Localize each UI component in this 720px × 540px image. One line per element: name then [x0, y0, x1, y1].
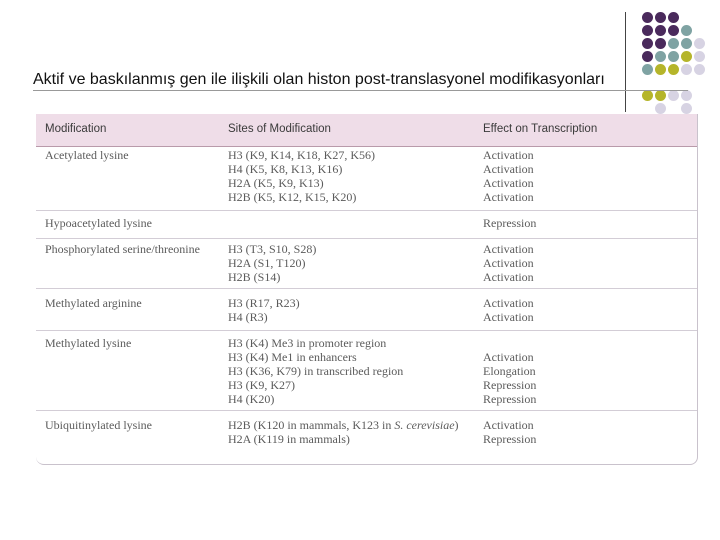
effect-cell: Activation Activation Activation Activation	[483, 148, 534, 204]
effect-cell: Activation Elongation Repression Repression	[483, 350, 537, 406]
modification-cell: Hypoacetylated lysine	[45, 216, 152, 230]
sites-cell: H3 (K9, K14, K18, K27, K56) H4 (K5, K8, K13, K16) H2A (K5, K9, K13) H2B (K5, K12, K15, K20)	[228, 148, 375, 204]
header-sites: Sites of Modification	[228, 123, 331, 135]
dot-teal	[681, 38, 692, 49]
modification-cell: Acetylated lysine	[45, 148, 129, 162]
modification-cell: Phosphorylated serine/threonine	[45, 242, 200, 256]
table-row	[36, 418, 697, 462]
dot-lavender	[694, 51, 705, 62]
dot-teal	[668, 38, 679, 49]
dot-teal	[642, 64, 653, 75]
dot-teal	[668, 51, 679, 62]
effect-cell: Activation Activation Activation	[483, 242, 534, 284]
dot-teal	[655, 51, 666, 62]
dot-purple	[642, 12, 653, 23]
dot-lavender	[655, 103, 666, 114]
table-row	[36, 242, 697, 289]
sites-cell: H3 (K4) Me3 in promoter region H3 (K4) Me1 in enhancers H3 (K36, K79) in transcribed region H3 (K9, K27) H4 (K20)	[228, 336, 404, 406]
dot-lavender	[681, 103, 692, 114]
dot-purple	[668, 25, 679, 36]
table-row	[36, 148, 697, 211]
dot-lavender	[694, 38, 705, 49]
dot-lavender	[681, 64, 692, 75]
decorative-dot-grid	[0, 0, 720, 120]
table-header	[36, 114, 697, 147]
table-row	[36, 336, 697, 411]
histon-modification-table	[36, 114, 698, 465]
dot-purple	[655, 12, 666, 23]
dot-purple	[668, 12, 679, 23]
effect-cell: Repression	[483, 216, 537, 230]
modification-cell: Methylated lysine	[45, 336, 132, 350]
dot-olive	[655, 90, 666, 101]
dot-purple	[642, 25, 653, 36]
table-row	[36, 216, 697, 239]
title-vertical-rule	[625, 12, 626, 112]
dot-teal	[681, 25, 692, 36]
dot-olive	[681, 51, 692, 62]
effect-cell: Activation Repression	[483, 418, 537, 446]
effect-cell: Activation Activation	[483, 296, 534, 324]
sites-cell: H3 (R17, R23) H4 (R3)	[228, 296, 300, 324]
dot-lavender	[694, 64, 705, 75]
slide-title: Aktif ve baskılanmış gen ile ilişkili olan histon post-translasyonel modifikasyonları	[33, 71, 605, 88]
header-effect: Effect on Transcription	[483, 123, 598, 135]
sites-cell: H2B (K120 in mammals, K123 in S. cerevisiae) H2A (K119 in mammals)	[228, 418, 459, 446]
dot-lavender	[681, 90, 692, 101]
dot-lavender	[668, 90, 679, 101]
dot-purple	[655, 38, 666, 49]
modification-cell: Methylated arginine	[45, 296, 142, 310]
sites-cell: H3 (T3, S10, S28) H2A (S1, T120) H2B (S14)	[228, 242, 317, 284]
title-horizontal-rule	[33, 90, 688, 91]
modification-cell: Ubiquitinylated lysine	[45, 418, 152, 432]
dot-purple	[642, 51, 653, 62]
header-modification: Modification	[45, 123, 107, 135]
table-row	[36, 296, 697, 331]
dot-purple	[655, 25, 666, 36]
dot-purple	[642, 38, 653, 49]
dot-olive	[655, 64, 666, 75]
dot-olive	[642, 90, 653, 101]
dot-olive	[668, 64, 679, 75]
